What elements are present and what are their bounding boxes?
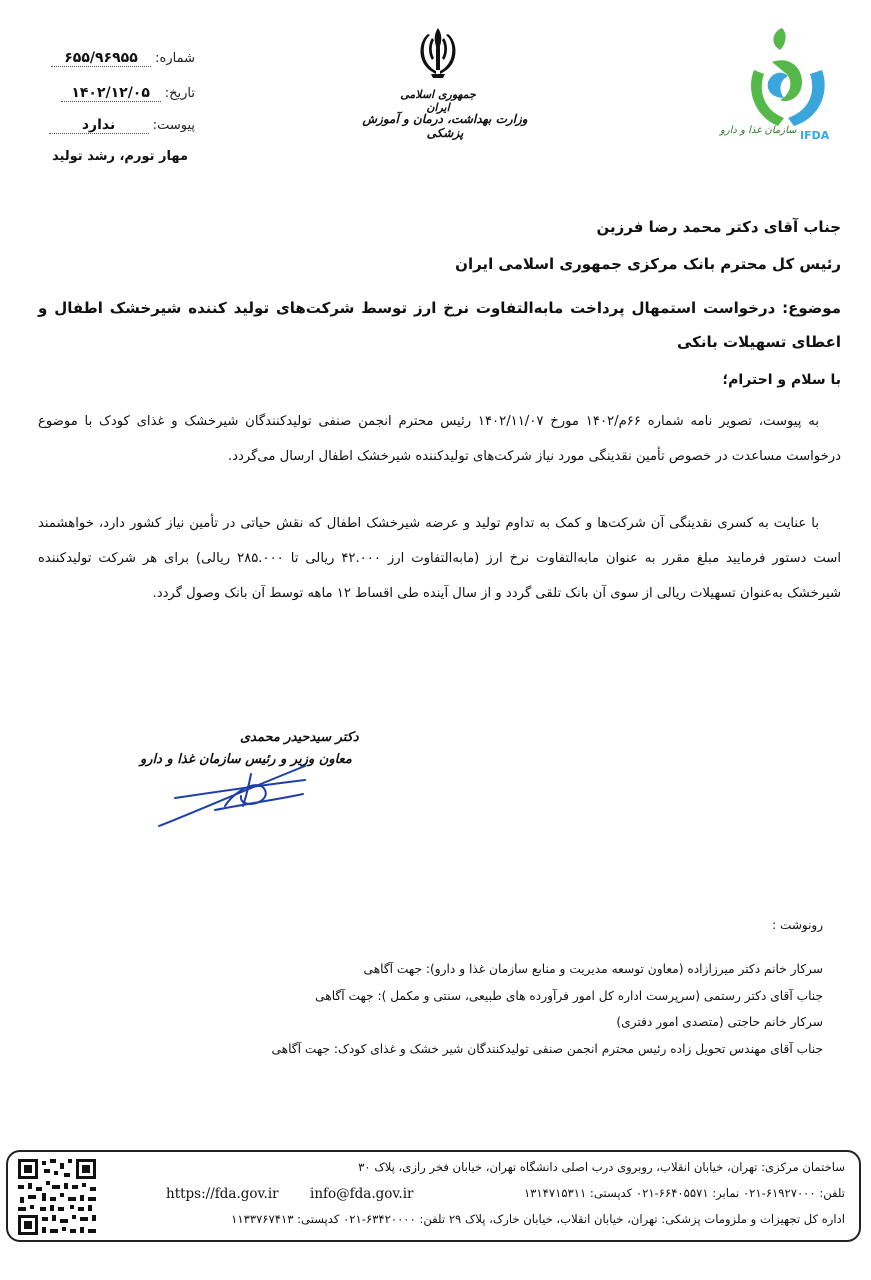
recipient-name: جناب آقای دکتر محمد رضا فرزین: [596, 218, 841, 236]
footer-website-link[interactable]: https://fda.gov.ir: [166, 1186, 279, 1202]
iran-emblem-icon: [412, 24, 464, 82]
handwritten-signature: [155, 760, 315, 830]
cc-item: سرکار خانم حاجتی (متصدی امور دفتری): [616, 1015, 823, 1029]
greeting: با سلام و احترام؛: [722, 372, 841, 388]
ifda-logo: [732, 22, 842, 142]
qr-code-icon: [16, 1157, 98, 1237]
signature-scribble-icon: [155, 760, 315, 830]
letter-number-value: ۶۵۵/۹۶۹۵۵: [51, 50, 151, 67]
cc-item: جناب آقای دکتر رستمی (سرپرست اداره کل امور فرآورده های طبیعی، سنتی و مکمل ): جهت آگاهی: [315, 988, 823, 1003]
footer-box: [6, 1150, 861, 1242]
letter-attachment-label: پیوست:: [152, 118, 195, 133]
body-paragraph-2: با عنایت به کسری نقدینگی آن شرکت‌ها و کمک به تداوم تولید و عرضه شیرخشک اطفال که نقش حیاتی در تأمین نیاز کشور دارد، خواهشمند است دستور فرمایید مبلغ مقرر به عنوان مابه‌التفاوت نرخ ارز (مابه‌التفاوت ارز ۴۲.۰۰۰ ریالی تا ۲۸۵.۰۰۰ ریالی) برای هر شرکت تولیدکننده شیرخشک به‌عنوان تسهیلات ریالی از سوی آن بانک تلقی گردد و از سال آینده طی اقساط ۱۲ ماهه توسط آن بانک وصول گردد.: [38, 516, 841, 601]
letter-subject: موضوع: درخواست استمهال پرداخت مابه‌التفاوت نرخ ارز توسط شرکت‌های تولید کننده شیرخشک اطفال و اعطای تسهیلات بانکی: [38, 299, 841, 351]
iran-emblem: [412, 24, 464, 82]
footer-address-central: ساختمان مرکزی: تهران، خیابان انقلاب، روبروی درب اصلی دانشگاه تهران، خیابان فخر رازی، پلاک ۳۰: [358, 1160, 845, 1174]
cc-title: رونوشت :: [772, 918, 823, 932]
cc-list: [271, 956, 823, 1062]
footer-phones-central: تلفن: ۶۱۹۲۷۰۰۰-۰۲۱ نمابر: ۶۶۴۰۵۵۷۱-۰۲۱ کدپستی: ۱۳۱۴۷۱۵۳۱۱: [523, 1186, 845, 1200]
qr-code: [16, 1157, 98, 1237]
letter-attachment-row: [40, 117, 195, 134]
letter-date-value: ۱۴۰۲/۱۲/۰۵: [61, 85, 161, 102]
footer-address-equipment: اداره کل تجهیزات و ملزومات پزشکی: تهران، خیابان انقلاب، خیابان خارک، پلاک ۲۹ تلفن: ۶۳۴۲۰۰۰۰-۰۲۱ کدپستی: ۱۱۳۳۷۶۷۴۱۳: [231, 1212, 845, 1226]
recipient-title: رئیس کل محترم بانک مرکزی جمهوری اسلامی ایران: [455, 255, 841, 273]
letter-date-row: [40, 85, 195, 102]
letter-date-label: تاریخ:: [164, 86, 195, 101]
letter-number-label: شماره:: [155, 51, 195, 66]
ifda-logo-icon: [732, 22, 842, 142]
signatory-name: دکتر سیدحیدر محمدی: [240, 730, 359, 745]
slogan-stamp: مهار تورم، رشد تولید: [51, 149, 188, 164]
cc-item: سرکار خانم دکتر میرزازاده (معاون توسعه مدیریت و منابع سازمان غذا و دارو): جهت آگاهی: [363, 962, 823, 976]
emblem-caption-1: جمهوری اسلامی ایران: [400, 88, 476, 114]
signatory-title: معاون وزیر و رئیس سازمان غذا و دارو: [140, 752, 352, 767]
letter-attachment-value: ندارد: [49, 117, 149, 134]
letter-number-row: [40, 50, 195, 67]
body-paragraph-1: به پیوست، تصویر نامه شماره ۶۶م/۱۴۰۲ مورخ ۱۴۰۲/۱۱/۰۷ رئیس محترم انجمن صنفی تولیدکنندگان شیرخشک و غذای کودک با موضوع درخواست مساعدت در خصوص تأمین نقدینگی مورد نیاز شرکت‌های تولیدکننده شیرخشک اطفال ارسال می‌گردد.: [38, 414, 841, 464]
ifda-persian-name: سازمان غذا و دارو: [720, 125, 797, 136]
cc-item: جناب آقای مهندس تحویل زاده رئیس محترم انجمن صنفی تولیدکنندگان شیر خشک و غذای کودک: جهت آگاهی: [271, 1041, 823, 1056]
emblem-caption-2: وزارت بهداشت، درمان و آموزش پزشکی: [362, 112, 528, 140]
ifda-latin-name: IFDA: [800, 129, 830, 142]
footer-email-link[interactable]: info@fda.gov.ir: [310, 1186, 414, 1202]
